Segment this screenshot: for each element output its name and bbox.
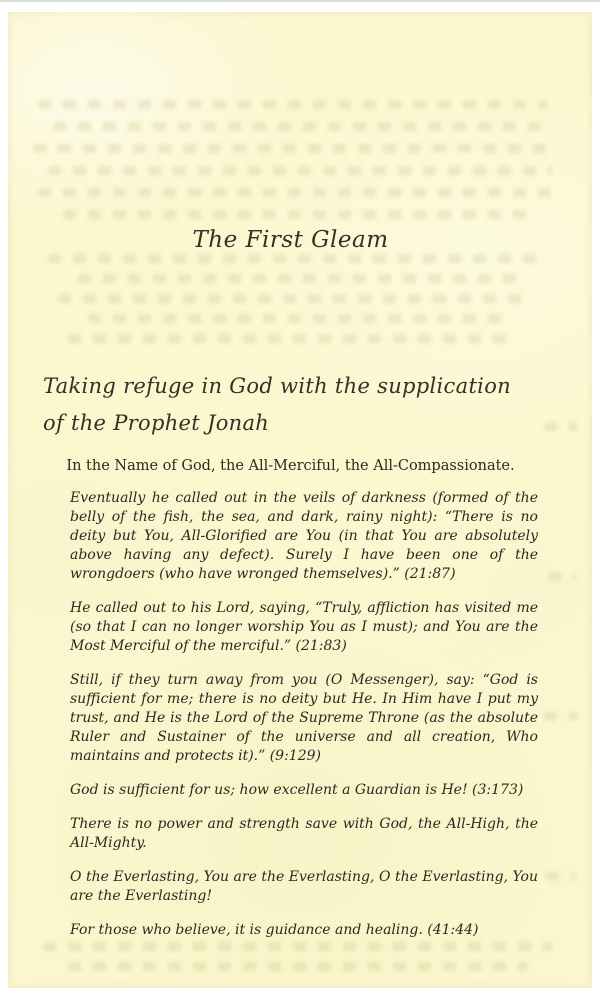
section-heading bbox=[43, 368, 563, 442]
quote-paragraph-1: Eventually he called out in the veils of darkness (formed of the belly of the fish, the sea, and dark, rainy night): “There is no deity but You, All-Glorified are You (in that You are absolutely above having any defect). Surely I have been one of the wrongdoers (who have wronged themselves).” (21:87) bbox=[70, 490, 538, 582]
ghost-line bbox=[78, 274, 518, 283]
ghost-line bbox=[48, 254, 538, 263]
ghost-line bbox=[58, 294, 528, 303]
ghost-line bbox=[48, 166, 553, 175]
body-text bbox=[70, 489, 538, 955]
quote-paragraph-7: For those who believe, it is guidance and healing. (41:44) bbox=[70, 922, 479, 938]
quote-paragraph-2: He called out to his Lord, saying, “Truly, affliction has visited me (so that I can no longer worship You as I must); and You are the Most Merciful of the merciful.” (21:83) bbox=[70, 600, 538, 654]
ghost-line bbox=[68, 962, 528, 971]
invocation-line: In the Name of God, the All-Merciful, the All-Compassionate. bbox=[66, 458, 515, 474]
quote-paragraph-4: God is sufficient for us; how excellent a Guardian is He! (3:173) bbox=[70, 782, 524, 798]
ghost-line bbox=[63, 210, 533, 219]
quote-paragraph-6: O the Everlasting, You are the Everlasting, O the Everlasting, You are the Everlasting! bbox=[70, 869, 538, 904]
ghost-line bbox=[546, 872, 576, 881]
chapter-title: The First Gleam bbox=[192, 227, 389, 253]
ghost-line bbox=[68, 334, 518, 343]
quote-paragraph-3: Still, if they turn away from you (O Messenger), say: “God is sufficient for me; there is no deity but He. In Him have I put my trust, and He is the Lord of the Supreme Throne (as the absolute Ruler and Sustainer of the universe and all creation, Who maintains and protects it).” (9:129) bbox=[70, 672, 538, 764]
section-heading-line2: of the Prophet Jonah bbox=[43, 411, 270, 435]
ghost-line bbox=[88, 314, 508, 323]
ghost-line bbox=[38, 188, 553, 197]
ghost-line bbox=[544, 712, 578, 721]
section-heading-line1: Taking refuge in God with the supplication bbox=[43, 374, 511, 398]
ghost-line bbox=[33, 144, 553, 153]
ghost-line bbox=[53, 122, 553, 131]
ghost-line bbox=[548, 572, 576, 581]
book-page-paper bbox=[8, 12, 592, 988]
ghost-line bbox=[38, 100, 548, 109]
quote-paragraph-5: There is no power and strength save with God, the All-High, the All-Mighty. bbox=[70, 816, 538, 851]
